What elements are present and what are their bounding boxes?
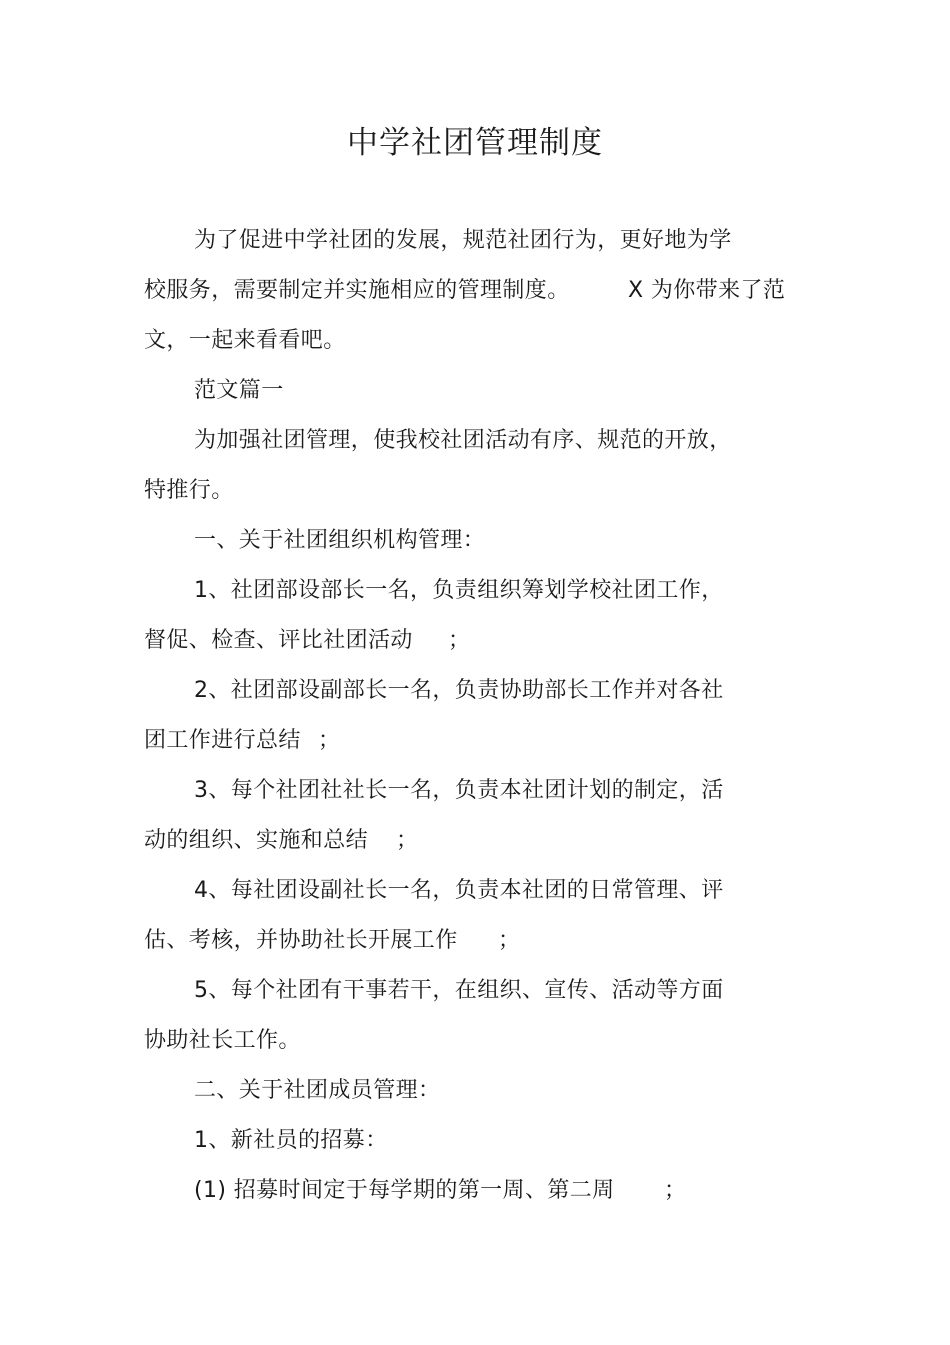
paragraph-line: 为了促进中学社团的发展，规范社团行为，更好地为学 — [194, 228, 732, 253]
list-item-line: 2、社团部设副部长一名，负责协助部长工作并对各社 — [194, 678, 724, 703]
section-heading: 一、关于社团组织机构管理： — [194, 528, 486, 553]
list-item-line: 1、社团部设部长一名，负责组织筹划学校社团工作， — [194, 578, 724, 603]
list-item-line: (1) 招募时间定于每学期的第一周、第二周 — [194, 1178, 615, 1203]
list-item-line: 3、每个社团社社长一名，负责本社团计划的制定，活 — [194, 778, 724, 803]
list-item-line: 动的组织、实施和总结 — [144, 828, 369, 853]
list-item-line: 督促、检查、评比社团活动 — [144, 628, 413, 653]
semicolon: ； — [498, 928, 521, 953]
semicolon: ； — [664, 1178, 687, 1203]
semicolon: ； — [318, 728, 341, 753]
paragraph-line: 校服务，需要制定并实施相应的管理制度。 — [144, 278, 570, 303]
list-item-line: 团工作进行总结 — [144, 728, 301, 753]
paragraph-line: 为加强社团管理，使我校社团活动有序、规范的开放， — [194, 428, 732, 453]
list-item-line: 协助社长工作。 — [144, 1028, 301, 1053]
paragraph-line: 特推行。 — [144, 478, 234, 503]
list-item-line: 估、考核，并协助社长开展工作 — [144, 928, 458, 953]
paragraph-line: X 为你带来了范 — [628, 278, 786, 303]
section-heading: 范文篇一 — [194, 378, 284, 403]
document-title: 中学社团管理制度 — [347, 125, 603, 161]
list-item-line: 5、每个社团有干事若干，在组织、宣传、活动等方面 — [194, 978, 724, 1003]
list-item-line: 1、新社员的招募： — [194, 1128, 388, 1153]
section-heading: 二、关于社团成员管理： — [194, 1078, 441, 1103]
paragraph-line: 文，一起来看看吧。 — [144, 328, 346, 353]
semicolon: ； — [396, 828, 419, 853]
semicolon: ； — [448, 628, 471, 653]
list-item-line: 4、每社团设副社长一名，负责本社团的日常管理、评 — [194, 878, 724, 903]
